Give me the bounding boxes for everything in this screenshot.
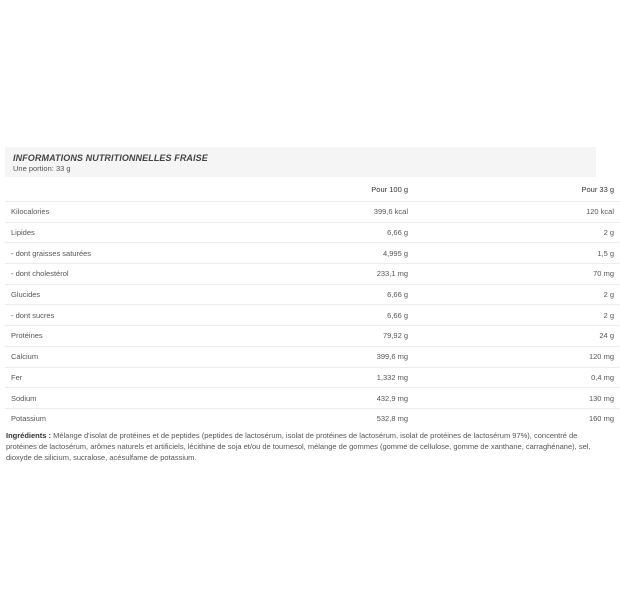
ingredients-label: Ingrédients : [6, 430, 52, 440]
value-per-33g: 130 mg [414, 388, 620, 409]
table-row [5, 264, 620, 285]
table-row [5, 202, 620, 223]
value-per-100g: 79,92 g [207, 326, 414, 347]
nutrient-label: - dont sucres [5, 305, 207, 326]
nutrient-label: - dont cholestérol [5, 264, 207, 285]
nutrition-title: INFORMATIONS NUTRITIONNELLES FRAISE [13, 153, 208, 163]
value-per-100g: 1,332 mg [207, 367, 414, 388]
value-per-33g: 24 g [414, 326, 620, 347]
nutrient-label: Protéines [5, 326, 207, 347]
nutrient-label: - dont graisses saturées [5, 243, 207, 264]
value-per-33g: 2 g [414, 222, 620, 243]
table-row [5, 367, 620, 388]
nutrition-table-body [5, 202, 620, 429]
value-per-33g: 120 mg [414, 346, 620, 367]
nutrition-panel [5, 147, 614, 463]
value-per-100g: 233,1 mg [207, 264, 414, 285]
value-per-33g: 1,5 g [414, 243, 620, 264]
table-row [5, 222, 620, 243]
value-per-33g: 160 mg [588, 414, 614, 424]
value-per-100g: 4,995 g [207, 243, 414, 264]
nutrient-label: Kilocalories [5, 202, 207, 223]
value-per-100g: 6,66 g [207, 222, 414, 243]
nutrient-label: Fer [5, 367, 207, 388]
value-per-100g: 432,9 mg [207, 388, 414, 409]
value-per-100g: 6,66 g [207, 305, 414, 326]
value-per-33g: 2 g [414, 305, 620, 326]
table-row [5, 326, 620, 347]
table-row [5, 346, 620, 367]
table-header-row [5, 177, 620, 202]
portion-size: Une portion: 33 g [13, 164, 71, 173]
value-per-33g: 0,4 mg [414, 367, 620, 388]
table-row [5, 388, 620, 409]
ingredients-paragraph [5, 429, 596, 463]
value-per-100g: 6,66 g [207, 284, 414, 305]
value-per-33g: 120 kcal [414, 202, 620, 223]
nutrition-table [5, 177, 620, 429]
value-per-33g: 2 g [414, 284, 620, 305]
value-per-33g: 70 mg [414, 264, 620, 285]
nutrient-label: Lipides [5, 222, 207, 243]
nutrition-header [5, 147, 596, 177]
nutrient-label: Calcium [5, 346, 207, 367]
nutrient-label: Potassium [11, 414, 47, 424]
table-row [5, 284, 620, 305]
ingredients-text: Mélange d'isolat de protéines et de peptides (peptides de lactosérum, isolat de protéines de lactosérum, isolat de protéines de lactosérum 97%), concentré de protéines de lactosérum, arômes naturels et artificiels, lécithine de soja et/ou de tournesol, mélange de gommes (gomme de cellulose, gomme de xanthane, carraghénane), sel, dioxyde de silicium, sucralose, acésulfame de potassium. [6, 430, 591, 462]
nutrient-label: Sodium [5, 388, 207, 409]
value-per-100g: 532,8 mg [376, 414, 408, 424]
value-per-100g: 399,6 mg [207, 346, 414, 367]
column-header-per-100g: Pour 100 g [207, 177, 414, 202]
table-row [5, 243, 620, 264]
column-header-per-33g: Pour 33 g [414, 177, 620, 202]
nutrient-label: Glucides [5, 284, 207, 305]
column-header-nutrient [5, 177, 207, 202]
value-per-100g: 399,6 kcal [207, 202, 414, 223]
table-row [5, 408, 620, 428]
table-row [5, 305, 620, 326]
